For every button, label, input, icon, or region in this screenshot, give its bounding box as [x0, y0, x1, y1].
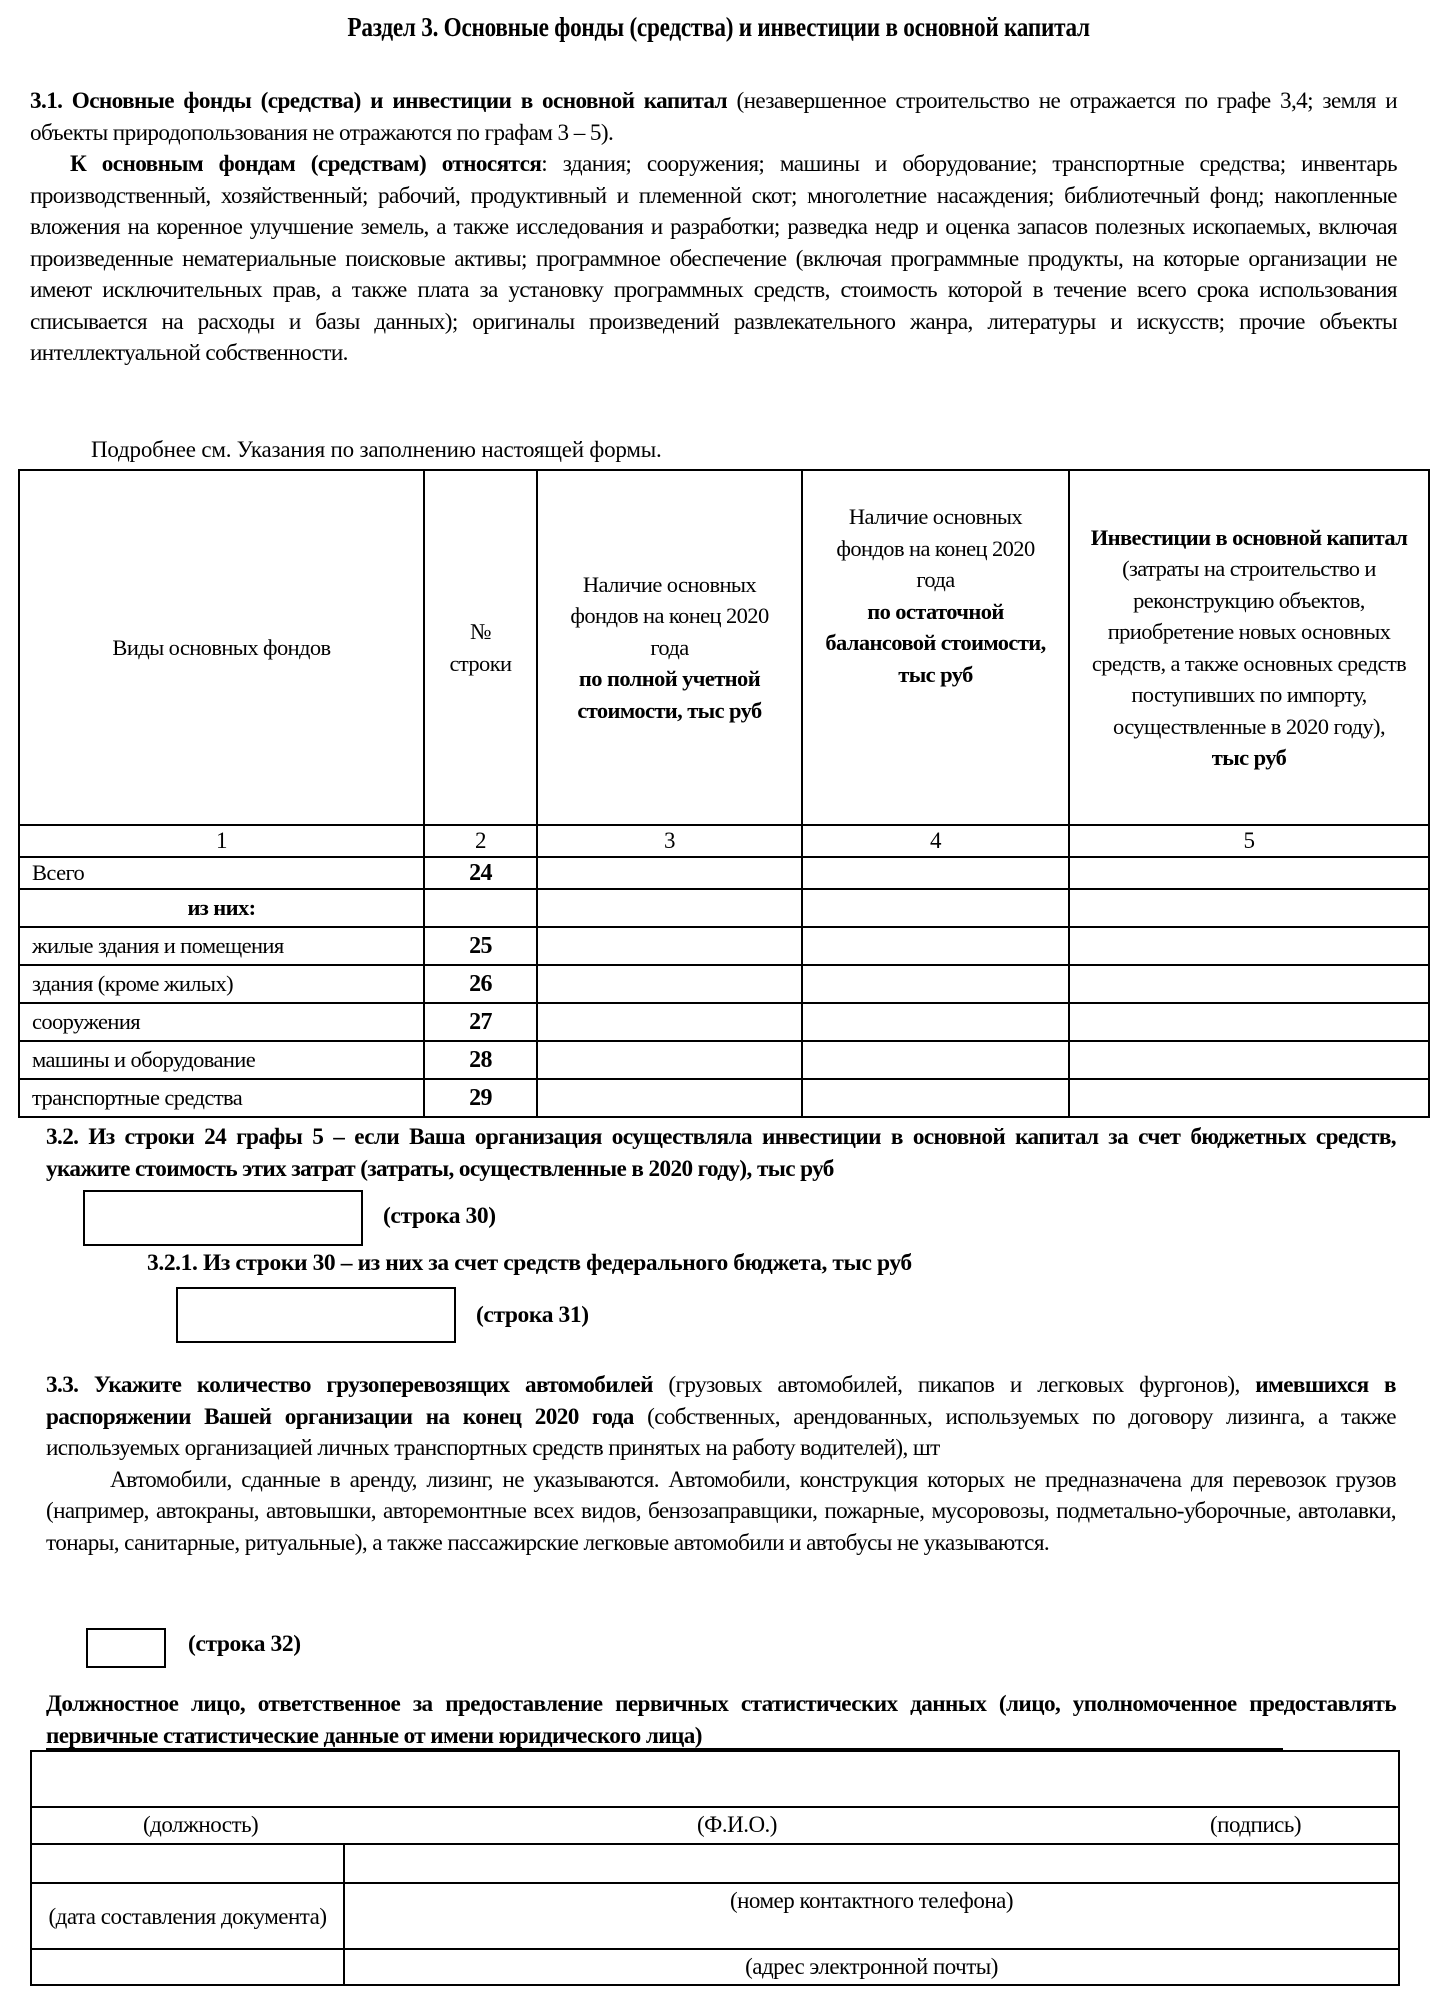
cell-empty	[802, 889, 1069, 927]
date-phone-labels-row	[31, 1883, 1399, 1949]
cell-residual-value-input[interactable]	[802, 1041, 1069, 1079]
section-3-1-heading: 3.1. Основные фонды (средства) и инвестиции в основной капитал	[30, 88, 728, 114]
header-line-number	[424, 470, 537, 825]
page-title-text: Раздел 3. Основные фонды (средства) и инвестиции в основной капитал	[347, 12, 1090, 42]
row-line-number: 25	[424, 927, 537, 965]
position-fio-signature-input[interactable]	[31, 1751, 1399, 1807]
header-line-number-word: строки	[449, 650, 512, 676]
column-number: 4	[802, 825, 1069, 857]
position-labels-cell	[31, 1807, 1399, 1844]
column-number: 2	[424, 825, 537, 857]
date-input[interactable]	[31, 1844, 344, 1883]
row-label: жилые здания и помещения	[19, 927, 424, 965]
heading-underline	[46, 1748, 1283, 1750]
official-signature-table	[30, 1750, 1400, 1986]
phone-input[interactable]	[344, 1844, 1399, 1883]
section-3-3-text-1: (грузовых автомобилей, пикапов и легковых фургонов),	[652, 1372, 1256, 1398]
email-label: (адрес электронной почты)	[344, 1949, 1399, 1985]
fio-label: (Ф.И.О.)	[697, 1812, 777, 1837]
official-heading	[46, 1689, 1396, 1752]
row-line-number: 24	[424, 857, 537, 889]
section-3-2-text: 3.2. Из строки 24 графы 5 – если Ваша организация осуществляла инвестиции в основной капитал за счет бюджетных средств, укажите стоимость этих затрат (затраты, осуществленные в 2020 году), тыс руб	[46, 1124, 1396, 1182]
row-label: здания (кроме жилых)	[19, 965, 424, 1003]
cell-residual-value-input[interactable]	[802, 1003, 1069, 1041]
section-3-1-heading-rest: (незавершенное строительство не отражается по графе 3,4; земля и объекты природопользования не отражаются по графам 3 – 5).	[30, 88, 1397, 146]
cell-empty	[1069, 889, 1429, 927]
row-line-number: 27	[424, 1003, 537, 1041]
table-row	[19, 1041, 1429, 1079]
cell-investments-input[interactable]	[1069, 1079, 1429, 1117]
header-investments-normal: (затраты на строительство и реконструкцию объектов, приобретение новых основных средств, а также основных средств поступивших по импорту, осуществленные в 2020 году),	[1091, 556, 1407, 739]
row-line-number: 26	[424, 965, 537, 1003]
date-label: (дата составления документа)	[31, 1883, 344, 1949]
cell-full-value-input[interactable]	[537, 1041, 802, 1079]
table-row-subheading	[19, 889, 1429, 927]
row-line-number: 28	[424, 1041, 537, 1079]
line-30-input[interactable]	[83, 1190, 363, 1246]
section-3-3-exclusions: Автомобили, сданные в аренду, лизинг, не указываются. Автомобили, конструкция которых не предназначена для перевозок грузов (например, автокраны, автовышки, авторемонтные всех видов, бензозаправщики, пожарные, мусоровозы, подметально-уборочные, автолавки, тонары, санитарные, ритуальные), а также пассажирские легковые автомобили и автобусы не указываются.	[46, 1466, 1396, 1556]
email-row	[31, 1949, 1399, 1985]
header-full-value-bold: по полной учетной стоимости, тыс руб	[577, 666, 762, 723]
header-line-number-symbol: №	[470, 619, 491, 644]
column-number: 1	[19, 825, 424, 857]
column-number: 5	[1069, 825, 1429, 857]
cell-investments-input[interactable]	[1069, 927, 1429, 965]
column-number-row	[19, 825, 1429, 857]
signature-label: (подпись)	[1210, 1812, 1301, 1837]
date-phone-input-row	[31, 1844, 1399, 1883]
official-heading-text: Должностное лицо, ответственное за предоставление первичных статистических данных (лицо, уполномоченное предоставлять первичные статистические данные от имени юридического лица)	[46, 1691, 1396, 1749]
section-3-3	[46, 1370, 1396, 1559]
header-residual-value-bold: по остаточной балансовой стоимости, тыс руб	[825, 598, 1046, 687]
header-investments-bold: Инвестиции в основной капитал	[1090, 524, 1408, 550]
section-3-3-text-2: (собственных, арендованных, используемых по договору лизинга, а также используемых организацией личных транспортных средств принятых на работу водителей), шт	[46, 1403, 1396, 1461]
header-residual-value-normal: Наличие основных фондов на конец 2020 года	[836, 504, 1035, 592]
section-3-1	[30, 86, 1397, 370]
row-line-number: 29	[424, 1079, 537, 1117]
fixed-assets-definition-text: : здания; сооружения; машины и оборудование; транспортные средства; инвентарь производственный, хозяйственный; рабочий, продуктивный и племенной скот; многолетние насаждения; библиотечный фонд; накопленные вложения на коренное улучшение земель, а также исследования и разработки; разведка недр и оценка запасов полезных ископаемых, включая произведенные нематериальные поисковые активы; программное обеспечение (включая программные продукты, на которые организации не имеют исключительных прав, а также плата за установку программных средств, стоимость которой в течение всего срока использования списывается на расходы и базы данных); оригиналы произведений развлекательного жанра, литературы и искусств; прочие объекты интеллектуальной собственности.	[30, 151, 1397, 366]
row-label: машины и оборудование	[19, 1041, 424, 1079]
header-investments-unit: тыс руб	[1211, 745, 1287, 770]
header-residual-value	[802, 470, 1069, 825]
header-investments	[1069, 470, 1429, 825]
line-31-input[interactable]	[176, 1287, 456, 1343]
cell-full-value-input[interactable]	[537, 965, 802, 1003]
position-input-row	[31, 1751, 1399, 1807]
row-label: сооружения	[19, 1003, 424, 1041]
instructions-note: Подробнее см. Указания по заполнению настоящей формы.	[91, 437, 662, 462]
section-3-3-heading-2: имевшихся в распоряжении Вашей организации на конец 2020 года	[46, 1372, 1396, 1430]
cell-residual-value-input[interactable]	[802, 927, 1069, 965]
cell-investments-input[interactable]	[1069, 857, 1429, 889]
table-header-row	[19, 470, 1429, 825]
cell-investments-input[interactable]	[1069, 1041, 1429, 1079]
table-row	[19, 927, 1429, 965]
table-row	[19, 1079, 1429, 1117]
row-label: транспортные средства	[19, 1079, 424, 1117]
header-full-value-normal: Наличие основных фондов на конец 2020 года	[570, 571, 769, 660]
row-line-number	[424, 889, 537, 927]
cell-full-value-input[interactable]	[537, 1079, 802, 1117]
cell-investments-input[interactable]	[1069, 965, 1429, 1003]
header-asset-type: Виды основных фондов	[19, 470, 424, 825]
fixed-assets-definition-label: К основным фондам (средствам) относятся	[70, 151, 542, 177]
section-3-2-1-text: 3.2.1. Из строки 30 – из них за счет средств федерального бюджета, тыс руб	[147, 1250, 912, 1276]
position-label: (должность)	[143, 1812, 259, 1837]
cell-empty	[537, 889, 802, 927]
header-full-value	[537, 470, 802, 825]
table-row	[19, 1003, 1429, 1041]
email-row-empty[interactable]	[31, 1949, 344, 1985]
section-3-3-heading: 3.3. Укажите количество грузоперевозящих автомобилей	[46, 1372, 653, 1398]
row-label-subheading: из них:	[19, 889, 424, 927]
cell-residual-value-input[interactable]	[802, 965, 1069, 1003]
cell-full-value-input[interactable]	[537, 857, 802, 889]
cell-residual-value-input[interactable]	[802, 857, 1069, 889]
row-label: Всего	[19, 857, 424, 889]
phone-label: (номер контактного телефона)	[344, 1883, 1399, 1949]
cell-investments-input[interactable]	[1069, 1003, 1429, 1041]
line-31-label: (строка 31)	[476, 1302, 589, 1328]
table-row	[19, 857, 1429, 889]
line-32-label: (строка 32)	[188, 1631, 301, 1657]
cell-residual-value-input[interactable]	[802, 1079, 1069, 1117]
column-number: 3	[537, 825, 802, 857]
table-row	[19, 965, 1429, 1003]
line-32-input[interactable]	[86, 1628, 166, 1668]
page-title	[0, 12, 1437, 43]
fixed-assets-table	[18, 469, 1430, 1118]
cell-full-value-input[interactable]	[537, 927, 802, 965]
cell-full-value-input[interactable]	[537, 1003, 802, 1041]
line-30-label: (строка 30)	[383, 1203, 496, 1229]
position-labels-row	[31, 1807, 1399, 1844]
